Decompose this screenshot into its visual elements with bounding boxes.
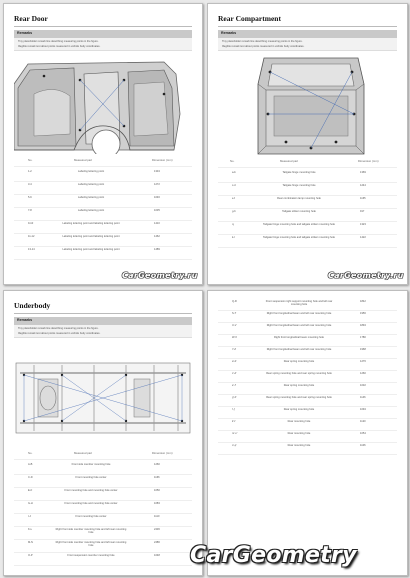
cell-no: 13-14 (28, 248, 35, 251)
cell-dim: 1260 (360, 372, 366, 375)
table-row (14, 475, 192, 488)
col-header-part: Measured part (74, 158, 93, 162)
cell-no: 9-10 (28, 222, 34, 225)
cell-dim: 1046 (154, 196, 160, 199)
cell-no: K-L (28, 528, 33, 531)
cell-no: 11-12 (28, 235, 35, 238)
table-row (218, 311, 397, 323)
cell-dim: 1048 (154, 554, 160, 557)
page-title: Rear Door (14, 14, 48, 23)
cell-no: i-j (232, 223, 235, 226)
cell-part: Front mounting hole and mounting hole center (64, 502, 118, 505)
divider (14, 26, 192, 27)
cell-part: Rear mounting hole (287, 444, 311, 447)
cell-dim: 1334 (154, 170, 160, 173)
cell-dim: 1422 (360, 236, 366, 239)
page-rear-door (3, 3, 203, 285)
dimension-table (14, 158, 192, 258)
dimension-table (218, 299, 397, 459)
cell-no: S-T (232, 312, 237, 315)
cell-dim: 1166 (154, 476, 160, 479)
cell-part: Right front longitudinal beam and left rear mounting hole (266, 324, 332, 327)
table-row (14, 182, 192, 195)
cell-no: g-h (232, 210, 236, 213)
table-row (218, 359, 397, 371)
cell-dim: 1165 (360, 197, 366, 200)
cell-part: Labeling lettering point (77, 183, 105, 186)
cell-dim: 1894 (360, 324, 366, 327)
watermark-large: CarGeometry (190, 543, 357, 568)
cell-part: Front suspension member mounting hole (67, 554, 115, 557)
cell-no: e-f (232, 197, 236, 200)
cell-part: Right front side member mounting hole and left rear mounting hole (55, 528, 127, 535)
divider (14, 313, 192, 314)
cell-dim: 1146 (360, 396, 366, 399)
col-header-dim: Dimension (mm) (358, 159, 379, 163)
table-row (218, 183, 397, 196)
cell-dim: 1050 (154, 489, 160, 492)
remark-line: Illegible remark text about points measured in vehicle body coordinates. (18, 332, 101, 335)
table-row (218, 235, 397, 248)
cell-no: g'-h' (232, 396, 237, 399)
cell-no: 5-6 (28, 196, 32, 199)
remark-line: Illegible remark text about points measured in vehicle body coordinates. (222, 45, 305, 48)
cell-no: a-b (232, 171, 236, 174)
cell-dim: 1083 (154, 502, 160, 505)
cell-dim: 1323 (360, 223, 366, 226)
cell-part: Rear spring mounting hole (283, 360, 315, 363)
page-title: Rear Compartment (218, 14, 281, 23)
cell-dim: 1032 (360, 384, 366, 387)
cell-part: Tailgate hinge mounting hole and tailgate striker mounting hole (263, 236, 335, 239)
table-row (218, 395, 397, 407)
cell-no: A-B (28, 463, 33, 466)
table-row (218, 383, 397, 395)
table-row (14, 527, 192, 540)
cell-dim: 1842 (360, 300, 366, 303)
table-row (218, 371, 397, 383)
cell-no: C-D (28, 476, 33, 479)
cell-part: Labeling lettering point and labeling lettering point (62, 248, 120, 251)
table-row (218, 407, 397, 419)
cell-part: Right front side member mounting hole and left rear mounting hole (55, 541, 127, 548)
table-row (218, 170, 397, 183)
table-row (14, 553, 192, 566)
cell-no: a'-b' (232, 360, 237, 363)
rear-door-figure (14, 54, 182, 154)
cell-part: Labeling lettering point and labeling lettering point (62, 235, 120, 238)
col-header-dim: Dimension (mm) (152, 451, 173, 455)
cell-part: Tailgate hinge mounting hole and tailgate striker mounting hole (263, 223, 335, 226)
cell-no: m'-n' (232, 432, 238, 435)
cell-dim: 2436 (154, 528, 160, 531)
table-row (14, 195, 192, 208)
remarks-box (14, 38, 192, 51)
table-row (14, 247, 192, 260)
table-row (218, 347, 397, 359)
table-row (14, 221, 192, 234)
remark-line: Tiny placeholder remark line describing measuring points in the figure. (222, 40, 303, 43)
cell-no: 3-4 (28, 183, 32, 186)
cell-no: k-l (232, 236, 235, 239)
col-header-part: Measured part (74, 451, 93, 455)
cell-dim: 1120 (360, 420, 366, 423)
cell-dim: 1110 (154, 515, 160, 518)
table-row (218, 431, 397, 443)
cell-dim: 917 (360, 210, 365, 213)
cell-part: Right front longitudinal beam mounting hole (273, 336, 325, 339)
cell-dim: 1054 (360, 432, 366, 435)
remark-line: Illegible remark text about points measured in vehicle body coordinates. (18, 45, 101, 48)
cell-no: k'-l' (232, 420, 236, 423)
underbody-figure (14, 353, 192, 443)
cell-no: W-X (232, 336, 237, 339)
table-row (218, 196, 397, 209)
col-header-dim: Dimension (mm) (152, 158, 173, 162)
cell-part: Labeling lettering point (77, 209, 105, 212)
remarks-box (218, 38, 397, 51)
dimension-table (14, 451, 192, 571)
table-row (14, 540, 192, 553)
cell-dim: 1094 (360, 408, 366, 411)
cell-part: Right front longitudinal beam and left rear mounting hole (266, 312, 332, 315)
cell-dim: 1956 (360, 312, 366, 315)
col-header-part: Measured part (280, 159, 299, 163)
remarks-header: Remarks (14, 30, 192, 38)
cell-part: Right front longitudinal beam and left rear mounting hole (266, 348, 332, 351)
table-row (218, 299, 397, 311)
table-row (218, 419, 397, 431)
cell-part: Front mounting hole center (75, 476, 107, 479)
page-title: Underbody (14, 301, 51, 310)
col-header-no: No. (28, 158, 33, 162)
cell-no: e'-f' (232, 384, 237, 387)
remarks-box (14, 325, 192, 338)
cell-part: Rear spring mounting hole (283, 384, 315, 387)
cell-part: Rear mounting hole (287, 420, 311, 423)
cell-no: E-F (28, 489, 33, 492)
divider (218, 26, 397, 27)
cell-part: Rear spring mounting hole (283, 408, 315, 411)
cell-dim: 2486 (154, 541, 160, 544)
table-row (218, 335, 397, 347)
remark-line: Tiny placeholder remark line describing measuring points in the figure. (18, 327, 99, 330)
cell-part: Rear spring mounting hole and rear spring mounting hole (266, 372, 332, 375)
page-underbody-continued (207, 290, 408, 576)
dimension-table (218, 159, 397, 259)
cell-dim: 1106 (360, 444, 366, 447)
table-row (14, 462, 192, 475)
table-row (218, 209, 397, 222)
cell-dim: 1244 (360, 184, 366, 187)
cell-part: Rear mounting hole (287, 432, 311, 435)
table-row (14, 488, 192, 501)
cell-part: Tailgate hinge mounting hole (282, 184, 316, 187)
cell-dim: 1369 (360, 171, 366, 174)
cell-no: i'-j' (232, 408, 236, 411)
page-rear-compartment (207, 3, 408, 285)
table-row (218, 443, 397, 455)
cell-dim: 1272 (154, 183, 160, 186)
cell-no: I-J (28, 515, 31, 518)
table-row (14, 514, 192, 527)
rear-compartment-figure (256, 54, 366, 158)
cell-no: G-H (28, 502, 33, 505)
cell-dim: 1489 (154, 248, 160, 251)
cell-part: Front side member mounting hole (71, 463, 111, 466)
table-row (218, 222, 397, 235)
col-header-no: No. (230, 159, 235, 163)
cell-part: Labeling lettering point (77, 196, 105, 199)
cell-part: Front mounting hole and mounting hole center (64, 489, 118, 492)
remarks-header: Remarks (218, 30, 397, 38)
watermark: CarGeometry.ru (328, 271, 404, 280)
table-row (218, 323, 397, 335)
cell-dim: 1276 (360, 360, 366, 363)
cell-no: M-N (28, 541, 33, 544)
remark-line: Tiny placeholder remark line describing measuring points in the figure. (18, 40, 99, 43)
cell-no: 1-2 (28, 170, 32, 173)
cell-part: Tailgate hinge mounting hole (282, 171, 316, 174)
watermark: CarGeometry.ru (122, 271, 198, 280)
cell-part: Front suspension right support mounting hole and left rear mounting hole (265, 300, 333, 307)
cell-part: Labeling lettering point and labeling lettering point (62, 222, 120, 225)
cell-no: U-V (232, 324, 237, 327)
table-row (14, 208, 192, 221)
cell-no: Q-R (232, 300, 237, 303)
cell-dim: 1968 (360, 348, 366, 351)
cell-dim: 1462 (154, 235, 160, 238)
col-header-no: No. (28, 451, 33, 455)
cell-no: Y-Z (232, 348, 236, 351)
cell-part: Front mounting hole center (75, 515, 107, 518)
cell-dim: 1035 (154, 209, 160, 212)
table-row (14, 234, 192, 247)
cell-dim: 1780 (360, 336, 366, 339)
cell-part: Rear spring mounting hole and rear spring mounting hole (266, 396, 332, 399)
cell-no: O-P (28, 554, 33, 557)
remarks-header: Remarks (14, 317, 192, 325)
page-underbody (3, 290, 203, 576)
cell-part: Rear combination lamp mounting hole (277, 197, 321, 200)
cell-no: c-d (232, 184, 236, 187)
cell-dim: 1260 (154, 463, 160, 466)
cell-no: c'-d' (232, 372, 237, 375)
cell-no: 7-8 (28, 209, 32, 212)
cell-part: Labeling lettering point (77, 170, 105, 173)
cell-no: o'-p' (232, 444, 237, 447)
cell-dim: 1410 (154, 222, 160, 225)
cell-part: Tailgate striker mounting hole (282, 210, 316, 213)
table-row (14, 501, 192, 514)
table-row (14, 169, 192, 182)
